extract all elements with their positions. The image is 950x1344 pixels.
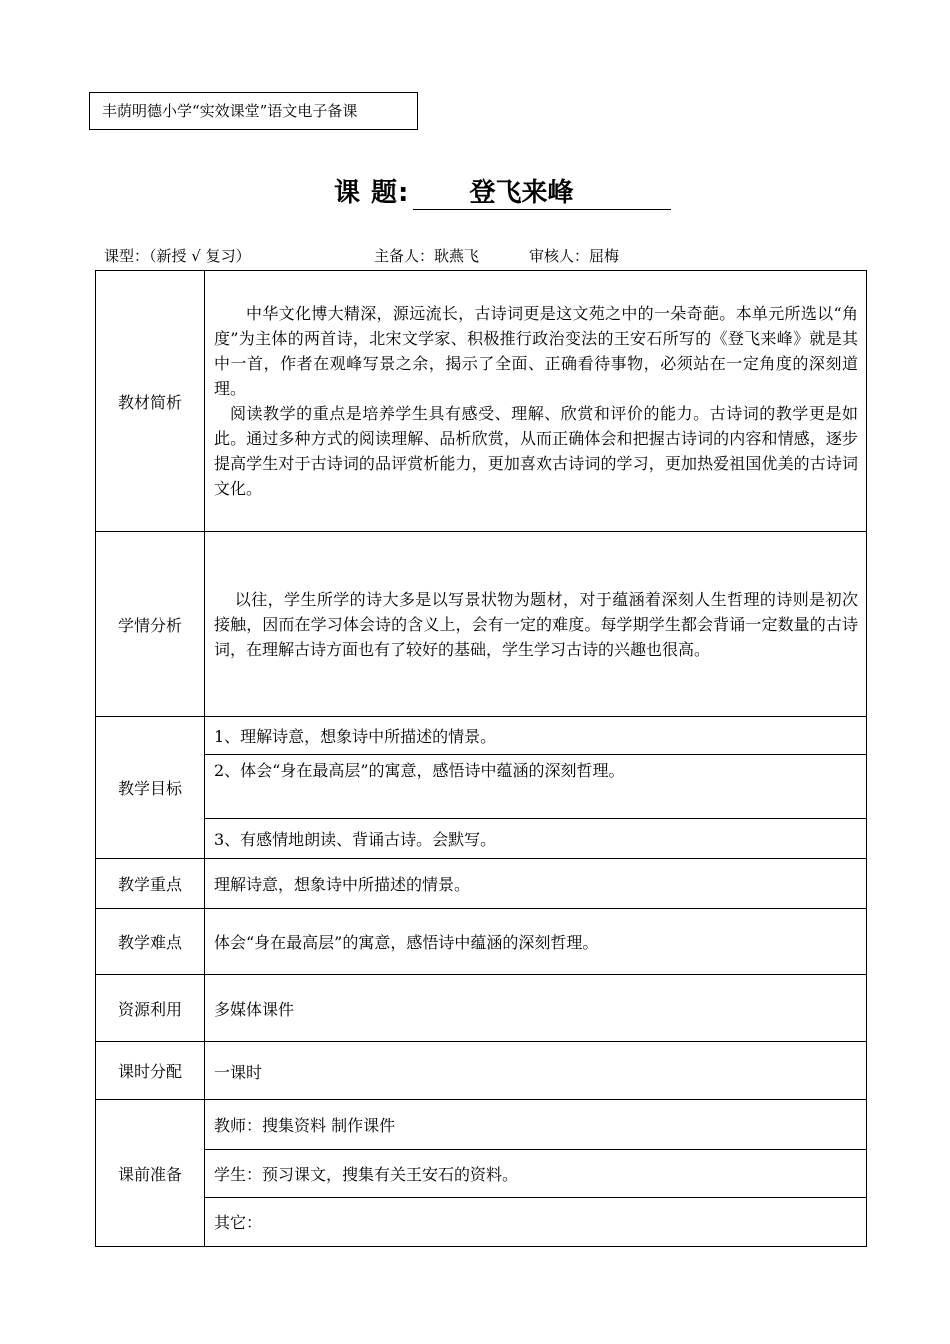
reviewer: 审核人：屈梅 <box>529 247 620 265</box>
row-key-point <box>96 859 867 909</box>
goal-item-1: 1、理解诗意，想象诗中所描述的情景。 <box>205 717 866 754</box>
lesson-title: 登飞来峰 <box>413 177 671 210</box>
label-key-point: 教学重点 <box>96 859 205 909</box>
label-time-allocation: 课时分配 <box>96 1042 205 1100</box>
textbook-analysis-para1: 中华文化博大精深，源远流长，古诗词更是这文苑之中的一朵奇葩。本单元所选以“角度”为主体的两首诗，北宋文学家、积极推行政治变法的王安石所写的《登飞来峰》就是其中一首，作者在观峰写景之余，揭示了全面、正确看待事物，必须站在一定角度的深刻道理。 <box>214 304 858 398</box>
student-analysis-text: 以往，学生所学的诗大多是以写景状物为题材，对于蕴涵着深刻人生哲理的诗则是初次接触，因而在学习体会诗的含义上，会有一定的难度。每学期学生都会背诵一定数量的古诗词，在理解古诗方面也有了较好的基础，学生学习古诗的兴趣也很高。 <box>214 589 858 659</box>
page-title <box>334 176 671 210</box>
textbook-analysis-para2: 阅读教学的重点是培养学生具有感受、理解、欣赏和评价的能力。古诗词的教学更是如此。通过多种方式的阅读理解、品析欣赏，从而正确体会和把握古诗词的内容和情感，逐步提高学生对于古诗词的品评赏析能力，更加喜欢古诗词的学习，更加热爱祖国优美的古诗词文化。 <box>214 404 858 498</box>
lesson-plan-table <box>95 270 867 1247</box>
time-allocation-text: 一课时 <box>205 1042 867 1100</box>
main-preparer: 主备人：耿燕飞 <box>374 247 480 265</box>
preparation-subtable <box>205 1100 866 1246</box>
teaching-goals-content <box>205 717 867 859</box>
goal-item-2: 2、体会“身在最高层”的寓意，感悟诗中蕴涵的深刻哲理。 <box>205 754 866 818</box>
school-header-box: 丰荫明德小学“实效课堂”语文电子备课 <box>89 92 418 130</box>
preparation-other: 其它： <box>214 1213 263 1233</box>
row-time-allocation <box>96 1042 867 1100</box>
row-preparation <box>96 1100 867 1247</box>
preparation-teacher: 教师：搜集资料 制作课件 <box>205 1100 866 1149</box>
row-student-analysis <box>96 532 867 717</box>
goal-item-3: 3、有感情地朗读、背诵古诗。会默写。 <box>214 829 497 849</box>
student-analysis-content <box>205 532 867 717</box>
difficulty-text: 体会“身在最高层”的寓意，感悟诗中蕴涵的深刻哲理。 <box>205 909 867 975</box>
label-preparation: 课前准备 <box>96 1100 205 1247</box>
goals-subtable <box>205 717 866 858</box>
label-difficulty: 教学难点 <box>96 909 205 975</box>
label-resources: 资源利用 <box>96 975 205 1042</box>
row-textbook-analysis <box>96 271 867 532</box>
row-teaching-goals <box>96 717 867 859</box>
title-prefix: 课 题: <box>334 178 410 208</box>
label-textbook-analysis: 教材简析 <box>96 271 205 532</box>
row-difficulty <box>96 909 867 975</box>
row-resources <box>96 975 867 1042</box>
label-student-analysis: 学情分析 <box>96 532 205 717</box>
lesson-type: 课型：（新授 √ 复习） <box>104 247 251 265</box>
textbook-analysis-content <box>205 271 867 532</box>
key-point-text: 理解诗意，想象诗中所描述的情景。 <box>205 859 867 909</box>
resources-text: 多媒体课件 <box>205 975 867 1042</box>
preparation-student: 学生：预习课文，搜集有关王安石的资料。 <box>205 1149 866 1197</box>
label-teaching-goals: 教学目标 <box>96 717 205 859</box>
preparation-content <box>205 1100 867 1247</box>
